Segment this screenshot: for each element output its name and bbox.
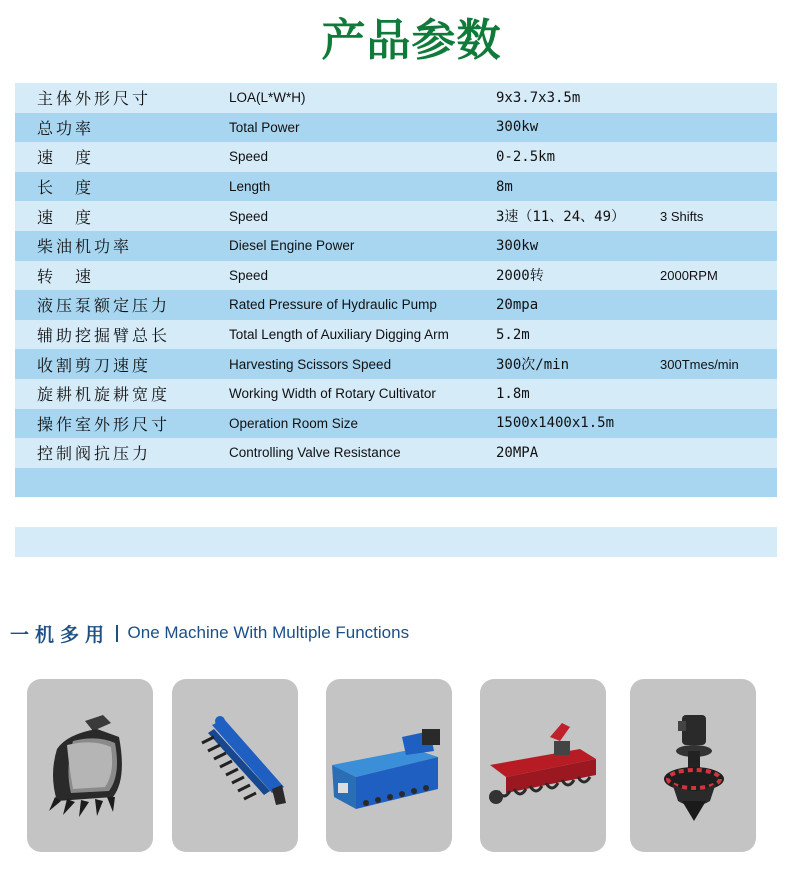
param-name-en: Rated Pressure of Hydraulic Pump xyxy=(229,297,437,313)
attachment-tile[interactable] xyxy=(27,679,153,852)
param-name-zh: 主体外形尺寸 xyxy=(37,89,152,109)
table-row xyxy=(15,83,777,113)
param-value: 20MPA xyxy=(496,444,539,461)
param-name-en: Total Power xyxy=(229,119,300,135)
param-value: 300kw xyxy=(496,119,539,136)
param-name-zh: 辅助挖掘臂总长 xyxy=(37,326,171,346)
param-value: 2000转 xyxy=(496,268,544,285)
flail-mower-icon xyxy=(326,679,452,852)
param-name-zh: 液压泵额定压力 xyxy=(37,296,171,316)
table-row xyxy=(15,379,777,409)
attachment-tile[interactable] xyxy=(172,679,298,852)
param-name-zh: 操作室外形尺寸 xyxy=(37,414,171,434)
section-title-en: One Machine With Multiple Functions xyxy=(127,623,410,642)
table-row-empty xyxy=(15,468,777,498)
param-note: 2000RPM xyxy=(660,267,718,283)
param-name-en: Speed xyxy=(229,267,269,283)
table-row-empty xyxy=(15,497,777,527)
param-name-zh: 长 度 xyxy=(37,178,95,198)
param-name-en: Controlling Valve Resistance xyxy=(229,445,401,461)
parameter-table xyxy=(15,83,777,557)
section-title-zh: 一机多用 xyxy=(10,623,111,646)
table-row xyxy=(15,201,777,231)
param-name-en: Speed xyxy=(229,149,269,165)
table-row-empty xyxy=(15,527,777,557)
param-name-en: Length xyxy=(229,179,271,195)
param-value: 9x3.7x3.5m xyxy=(496,89,581,106)
param-name-en: Speed xyxy=(229,208,269,224)
rotary-tiller-icon xyxy=(480,679,606,852)
attachment-tile[interactable] xyxy=(630,679,756,852)
page-title: 产品参数 xyxy=(321,15,502,66)
table-row xyxy=(15,142,777,172)
param-name-zh: 速 度 xyxy=(37,207,95,227)
table-row xyxy=(15,438,777,468)
table-row xyxy=(15,231,777,261)
auger-drill-icon xyxy=(630,679,756,852)
table-row xyxy=(15,113,777,143)
param-name-zh: 总功率 xyxy=(37,118,95,138)
param-name-zh: 控制阀抗压力 xyxy=(37,444,152,464)
section-divider xyxy=(116,625,118,642)
param-name-en: Operation Room Size xyxy=(229,415,359,431)
param-note: 3 Shifts xyxy=(660,208,704,224)
excavator-bucket-icon xyxy=(27,679,153,852)
param-value: 8m xyxy=(496,178,513,195)
hedge-cutter-icon xyxy=(172,679,298,852)
table-row xyxy=(15,172,777,202)
table-row xyxy=(15,290,777,320)
param-name-en: Harvesting Scissors Speed xyxy=(229,356,392,372)
attachment-gallery xyxy=(0,679,790,854)
param-name-zh: 柴油机功率 xyxy=(37,237,133,257)
param-name-zh: 收割剪刀速度 xyxy=(37,355,152,375)
param-name-zh: 转 速 xyxy=(37,266,95,286)
param-value: 5.2m xyxy=(496,326,530,343)
table-row xyxy=(15,349,777,379)
param-name-en: LOA(L*W*H) xyxy=(229,90,306,106)
table-row xyxy=(15,261,777,291)
param-value: 300kw xyxy=(496,237,539,254)
param-name-en: Working Width of Rotary Cultivator xyxy=(229,386,436,402)
param-name-zh: 速 度 xyxy=(37,148,95,168)
param-value: 3速（11、24、49） xyxy=(496,209,626,226)
table-row xyxy=(15,409,777,439)
param-name-zh: 旋耕机旋耕宽度 xyxy=(37,385,171,405)
param-note: 300Tmes/min xyxy=(660,356,739,372)
attachment-tile[interactable] xyxy=(480,679,606,852)
param-value: 1500x1400x1.5m xyxy=(496,415,615,432)
attachment-tile[interactable] xyxy=(326,679,452,852)
param-name-en: Total Length of Auxiliary Digging Arm xyxy=(229,327,449,343)
param-value: 0-2.5km xyxy=(496,148,556,165)
param-name-en: Diesel Engine Power xyxy=(229,238,355,254)
param-value: 300次/min xyxy=(496,357,570,374)
param-value: 1.8m xyxy=(496,385,530,402)
section-heading xyxy=(10,618,409,648)
param-value: 20mpa xyxy=(496,296,539,313)
table-row xyxy=(15,320,777,350)
